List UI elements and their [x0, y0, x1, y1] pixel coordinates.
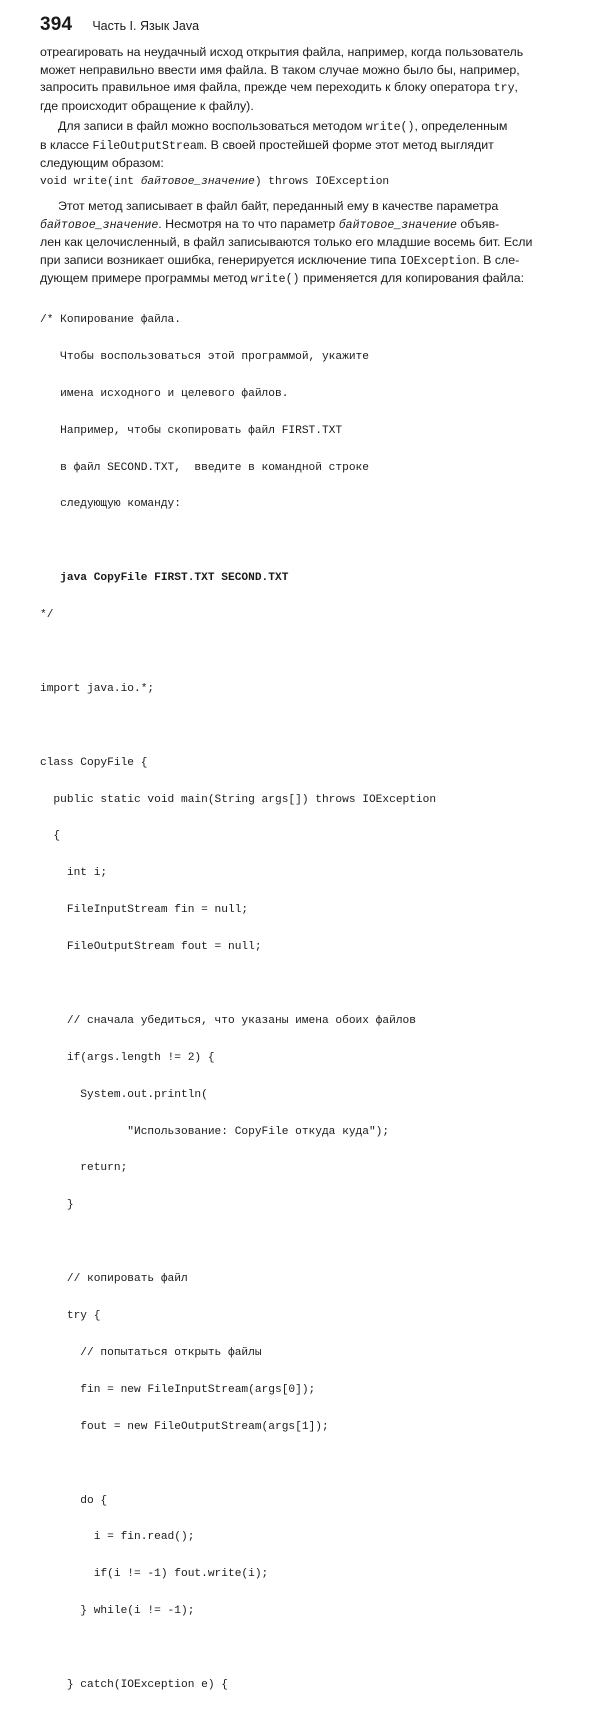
code-line: следующую команду: [40, 498, 181, 511]
page-header [40, 14, 199, 36]
page-number: 394 [40, 14, 73, 35]
command-example: java CopyFile FIRST.TXT SECOND.TXT [40, 572, 289, 585]
paragraph-2 [40, 118, 562, 173]
code-line: import java.io.*; [40, 682, 155, 695]
code-line: // сначала убедиться, что указаны имена обоих файлов [40, 1014, 416, 1027]
code-line: имена исходного и целевого файлов. [40, 387, 289, 400]
code-line: do { [40, 1494, 108, 1507]
code-line: { [40, 830, 61, 843]
code-line: FileInputStream fin = null; [40, 904, 249, 917]
text-line: отреагировать на неудачный исход открытия файла, например, когда пользователь [40, 45, 524, 59]
code-line: // попытаться открыть файлы [40, 1346, 262, 1359]
code-line: class CopyFile { [40, 756, 148, 769]
code-line: i = fin.read(); [40, 1531, 195, 1544]
paragraph-3 [40, 198, 562, 289]
code-line [40, 720, 436, 733]
code-line: Например, чтобы скопировать файл FIRST.TXT [40, 424, 343, 437]
code-line: // копировать файл [40, 1273, 188, 1286]
code-line: public static void main(String args[]) throws IOException [40, 793, 437, 806]
code-line: int i; [40, 867, 108, 880]
code-line: /* Копирование файла. [40, 314, 181, 326]
text-line: где происходит обращение к файлу). [40, 98, 254, 113]
code-line: fout = new FileOutputStream(args[1]); [40, 1420, 329, 1433]
text-line: лен как целочисленный, в файл записываются только его младшие восемь бит. Если [40, 235, 533, 250]
code-line: System.out.println( [40, 1088, 208, 1101]
code-line: */ [40, 609, 54, 622]
paragraph-1 [40, 44, 562, 115]
code-line [40, 1458, 436, 1471]
text-line: в классе FileOutputStream. В своей простейшей форме этот метод выглядит [40, 137, 494, 153]
code-line [40, 646, 436, 659]
method-signature: void write(int байтовое_значение) throws IOException [40, 176, 390, 188]
code-line [40, 535, 436, 548]
code-listing [40, 290, 436, 1716]
text-line: Этот метод записывает в файл байт, переданный ему в качестве параметра [58, 199, 499, 213]
code-line: } while(i != -1); [40, 1605, 195, 1618]
code-line: return; [40, 1162, 128, 1175]
code-line [40, 1236, 436, 1249]
code-line: if(args.length != 2) { [40, 1051, 215, 1064]
code-line: Чтобы воспользоваться этой программой, укажите [40, 350, 369, 363]
running-title: Часть I. Язык Java [92, 19, 200, 33]
text-line: Для записи в файл можно воспользоваться методом write(), определенным [58, 119, 508, 134]
text-line: может неправильно ввести имя файла. В таком случае можно было бы, например, [40, 62, 520, 77]
code-line: в файл SECOND.TXT, введите в командной строке [40, 461, 369, 474]
code-line [40, 978, 436, 991]
code-line: "Использование: CopyFile откуда куда"); [40, 1125, 390, 1138]
text-line: запросить правильное имя файла, прежде чем переходить к блоку оператора try, [40, 80, 518, 96]
code-line: } [40, 1199, 74, 1212]
code-line: if(i != -1) fout.write(i); [40, 1568, 269, 1581]
code-line [40, 1642, 436, 1655]
text-line: байтовое_значение. Несмотря на то что параметр байтовое_значение объяв- [40, 216, 500, 232]
text-line: дующем примере программы метод write() применяется для копирования файла: [40, 271, 525, 287]
code-line: FileOutputStream fout = null; [40, 941, 262, 954]
text-line: при записи возникает ошибка, генерируется исключение типа IOException. В сле- [40, 252, 520, 268]
code-line: fin = new FileInputStream(args[0]); [40, 1383, 316, 1396]
text-line: следующим образом: [40, 156, 164, 171]
code-line: try { [40, 1310, 101, 1323]
code-line: } catch(IOException e) { [40, 1678, 228, 1691]
